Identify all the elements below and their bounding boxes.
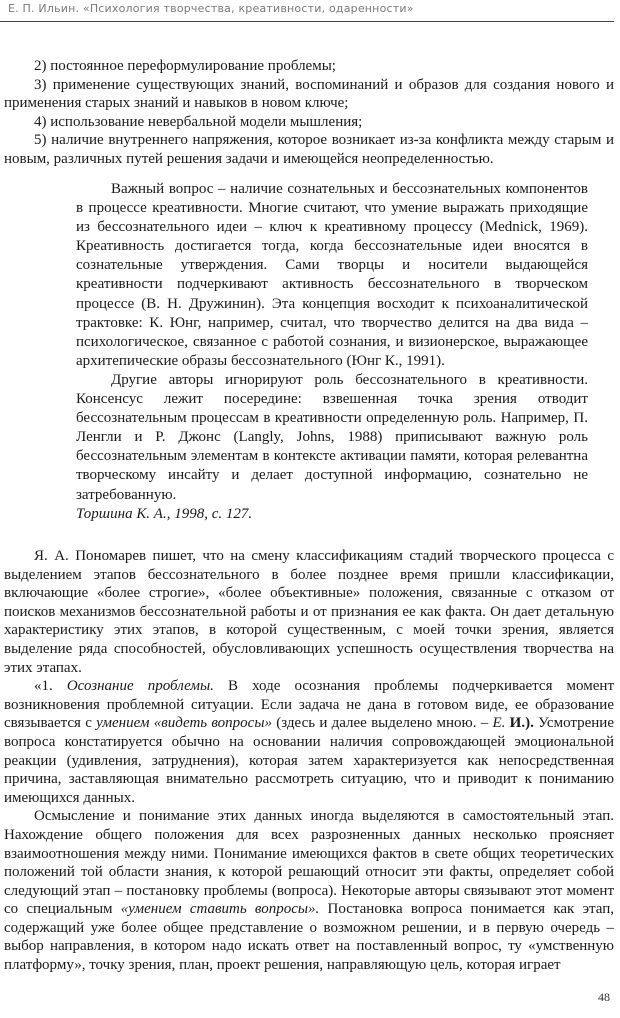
quote-paragraph: Другие авторы игнорируют роль бессознательного в креативности. Консенсус лежит посередине: взвешенная точка зрения отводит бессознательным процессам в креативности определенную роль. Например, П. Ленгли и Р. Джонс (Langly, Johns, 1988) приписывают важную роль бессознательным элементам в контексте активации памяти, которая релевантна творческому инсайту и делает доступной информацию, сознательно не затребованную.: [76, 371, 588, 503]
text-run: Усмотрение вопроса констатируется обычно на основании наличия сопровождающей эмоциональной реакции (удивления, затруднения), которая затем характеризуется как непосредственная причина, заставляющая внимательно рассмотреть ситуацию, что и приводит к пониманию имеющихся данных.: [4, 715, 614, 806]
body-paragraph: [4, 807, 614, 974]
page-number: 48: [598, 990, 610, 1004]
author-initial: Е.: [492, 715, 510, 732]
list-item: 4) использование невербальной модели мышления;: [34, 113, 363, 130]
block-quote: [76, 180, 588, 524]
emphasis-text: Осознание проблемы.: [66, 678, 214, 695]
list-item: 5) наличие внутреннего напряжения, которое возникает из-за конфликта между старым и новым, различных путей решения задачи и имеющейся неопределенностью.: [4, 132, 614, 167]
quote-paragraph: Важный вопрос – наличие сознательных и бессознательных компонентов в процессе креативности. Многие считают, что умение выражать приходящие из бессознательного идеи – ключ к креативному процессу (Mednick, 1969). Креативность достигается тогда, когда бессознательные идеи вносятся в сознательные утверждения. Сами творцы и носители выдающейся креативности подчеркивают активность бессознательного в творческом процессе (В. Н. Дружинин). Эта концепция восходит к психоаналитической трактовке: К. Юнг, например, считал, что творчество делится на два вида – психологическое, связанное с работой сознания, и визионерское, выражающее архитепические образы бессознательного (Юнг К., 1991).: [76, 181, 588, 369]
list-item: 2) постоянное переформулирование проблемы;: [34, 58, 336, 74]
list-item: 3) применение существующих знаний, воспоминаний и образов для создания нового и применения старых знаний и навыков в новом ключе;: [4, 76, 614, 112]
body-paragraph: [4, 677, 614, 807]
running-header: Е. П. Ильин. «Психология творчества, креативности, одаренности»: [8, 2, 414, 15]
author-initial-bold: И.).: [509, 715, 534, 732]
body-paragraph: Я. А. Пономарев пишет, что на смену классификациям стадий творческого процесса с выделением этапов бессознательного в более позднее время пришли классификации, включающие «более строгие», «более объективные» положения, связанные с отказом от поисков механизмов бессознательной работы и от признания ее как факта. Он дает детальную характеристику этих этапов, в которой существенным, с моей точки зрения, является выделение ряда способностей, обусловливающих успешность осуществления творчества на этих этапах.: [4, 548, 614, 676]
text-run: В ходе осознания проблемы подчеркивается момент возникновения проблемной ситуации. Если задача не дана в готовом виде, ее образование связывается с: [4, 678, 614, 732]
text-run: Осмысление и понимание этих данных иногда выделяются в самостоятельный этап. Нахождение общего положения для всех разрозненных данных несколько проясняет взаимоотношения между ними. Понимание имеющихся фактов в свете общих теоретических положений той области знания, к которой решающий относит эти факты, определяет собой следующий этап – постановку проблемы (вопроса). Некоторые авторы связывают этот момент со специальным: [4, 808, 614, 918]
main-text: [4, 547, 614, 975]
text-run: (здесь и далее выделено мною. –: [272, 715, 493, 732]
header-divider: [0, 21, 614, 22]
text-run: Постановка вопроса понимается как этап, содержащий уже более общее представление о возможном решении, и в первую очередь – выбор направления, в котором надо искать ответ на поставленный вопрос, ту «умственную платформу», точку зрения, план, проект решения, направляющую цель, которая играет: [4, 901, 614, 974]
text-run: «1.: [34, 678, 67, 695]
emphasis-text: умением «видеть вопросы»: [96, 715, 272, 732]
numbered-list: [4, 57, 614, 169]
quote-citation: Торшина К. А., 1998, с. 127.: [76, 505, 253, 522]
emphasis-text: «умением ставить вопросы».: [120, 901, 320, 918]
